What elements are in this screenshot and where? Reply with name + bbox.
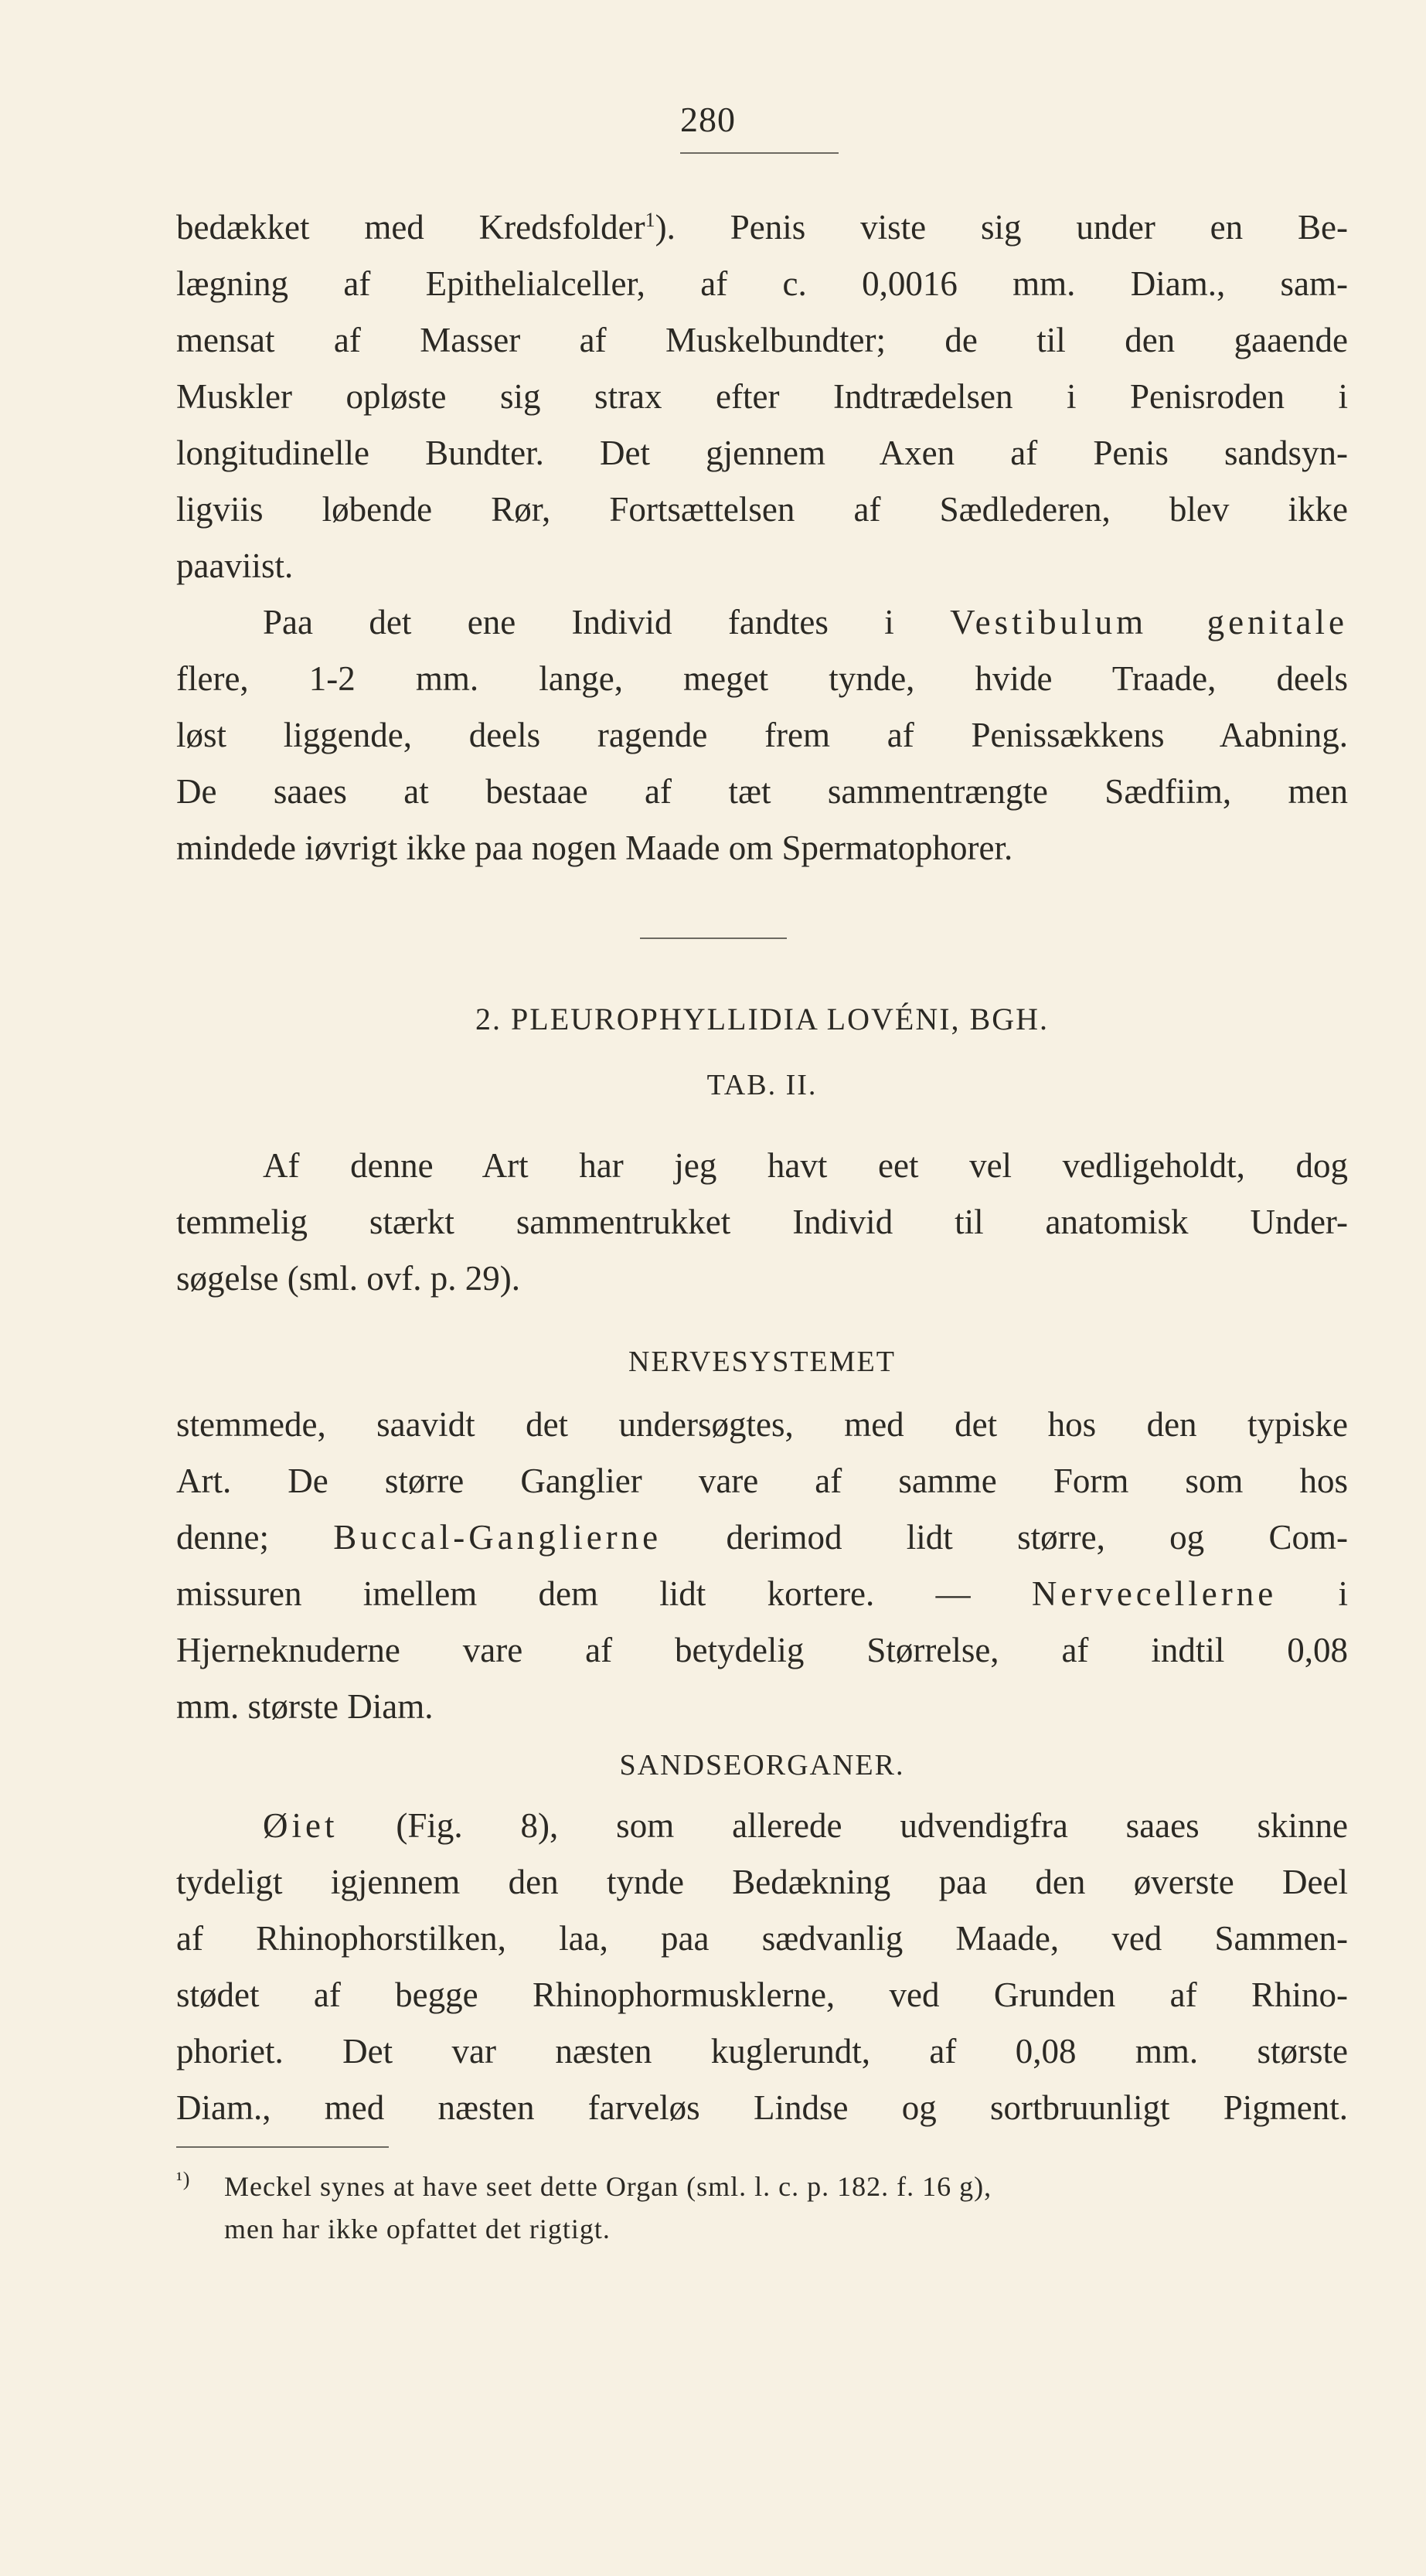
text-line: ligviis løbende Rør, Fortsættelsen af Sædlederen, blev ikke (176, 490, 1348, 529)
section-title: 2. PLEUROPHYLLIDIA LOVÉNI, BGH. (475, 1002, 1049, 1036)
text-line: Øiet (Fig. 8), som allerede udvendigfra saaes skinne (263, 1806, 1349, 1845)
paragraph-penis-description (176, 199, 1348, 876)
text-line: Af denne Art har jeg havt eet vel vedligeholdt, dog (263, 1146, 1348, 1185)
text-line: af Rhinophorstilken, laa, paa sædvanlig Maade, ved Sammen- (176, 1919, 1348, 1958)
text-line: paaviist. (176, 546, 294, 585)
text-line: missuren imellem dem lidt kortere. — Nervecellerne i (176, 1574, 1348, 1613)
footnote-line: men har ikke opfattet det rigtigt. (224, 2214, 611, 2244)
text-line: søgelse (sml. ovf. p. 29). (176, 1259, 520, 1298)
text-line: Muskler opløste sig strax efter Indtrædelsen i Penisroden i (176, 377, 1348, 416)
plate-reference: TAB. II. (706, 1069, 818, 1101)
text-line: Hjerneknuderne vare af betydelig Størrelse, af indtil 0,08 (176, 1631, 1348, 1669)
text-line: Paa det ene Individ fandtes i Vestibulum genitale (263, 603, 1348, 641)
text-line: denne; Buccal-Ganglierne derimod lidt større, og Com- (176, 1518, 1349, 1557)
subsection-heading-sandseorganer: SANDSEORGANER. (619, 1749, 905, 1781)
text-line: longitudinelle Bundter. Det gjennem Axen af Penis sandsyn- (176, 434, 1348, 472)
text-line: stemmede, saavidt det undersøgtes, med det hos den typiske (176, 1405, 1348, 1444)
text-line: mm. største Diam. (176, 1687, 434, 1726)
footnote-mark: ¹) (176, 2168, 191, 2190)
emphasis-buccal-ganglierne: Buccal-Ganglierne (333, 1518, 662, 1557)
footnote (176, 2166, 1348, 2251)
text-line: Diam., med næsten farveløs Lindse og sortbruunligt Pigment. (176, 2088, 1348, 2127)
emphasis-vestibulum: Vestibulum genitale (950, 603, 1348, 641)
page-number-rule (680, 152, 839, 154)
paragraph-nervesystemet (176, 1397, 1348, 1735)
text-line: løst liggende, deels ragende frem af Penissækkens Aabning. (176, 716, 1348, 754)
paragraph-sandseorganer (176, 1798, 1348, 2136)
footnote-reference[interactable]: 1 (645, 209, 655, 231)
text-line: tydeligt igjennem den tynde Bedækning paa den øverste Deel (176, 1863, 1348, 1901)
text-line: mensat af Masser af Muskelbundter; de til den gaaende (176, 321, 1348, 359)
text-line: mindede iøvrigt ikke paa nogen Maade om Spermatophorer. (176, 829, 1013, 867)
text-line: lægning af Epithelialceller, af c. 0,0016 mm. Diam., sam- (176, 264, 1348, 303)
text-line: phoriet. Det var næsten kuglerundt, af 0,08 mm. største (176, 2032, 1348, 2071)
emphasis-oiet: Øiet (263, 1806, 339, 1845)
footnote-rule (176, 2146, 389, 2148)
text-line: De saaes at bestaae af tæt sammentrængte Sædfiim, men (176, 772, 1348, 811)
footnote-line: ¹) Meckel synes at have seet dette Organ (sml. l. c. p. 182. f. 16 g), (176, 2168, 992, 2202)
text-line: temmelig stærkt sammentrukket Individ til anatomisk Under- (176, 1203, 1348, 1241)
paragraph-intro (176, 1138, 1348, 1307)
emphasis-nervecellerne: Nervecellerne (1031, 1574, 1278, 1613)
text-line: stødet af begge Rhinophormusklerne, ved Grunden af Rhino- (176, 1975, 1348, 2014)
section-divider (640, 938, 787, 939)
subsection-heading-nervesystemet: NERVESYSTEMET (628, 1346, 896, 1378)
text-line: flere, 1-2 mm. lange, meget tynde, hvide Traade, deels (176, 659, 1348, 698)
text-line: bedækket med Kredsfolder$^1$). Penis viste sig under en Be- (176, 208, 1348, 247)
text-line: Art. De større Ganglier vare af samme Form som hos (176, 1462, 1348, 1500)
page-number: 280 (680, 100, 736, 139)
